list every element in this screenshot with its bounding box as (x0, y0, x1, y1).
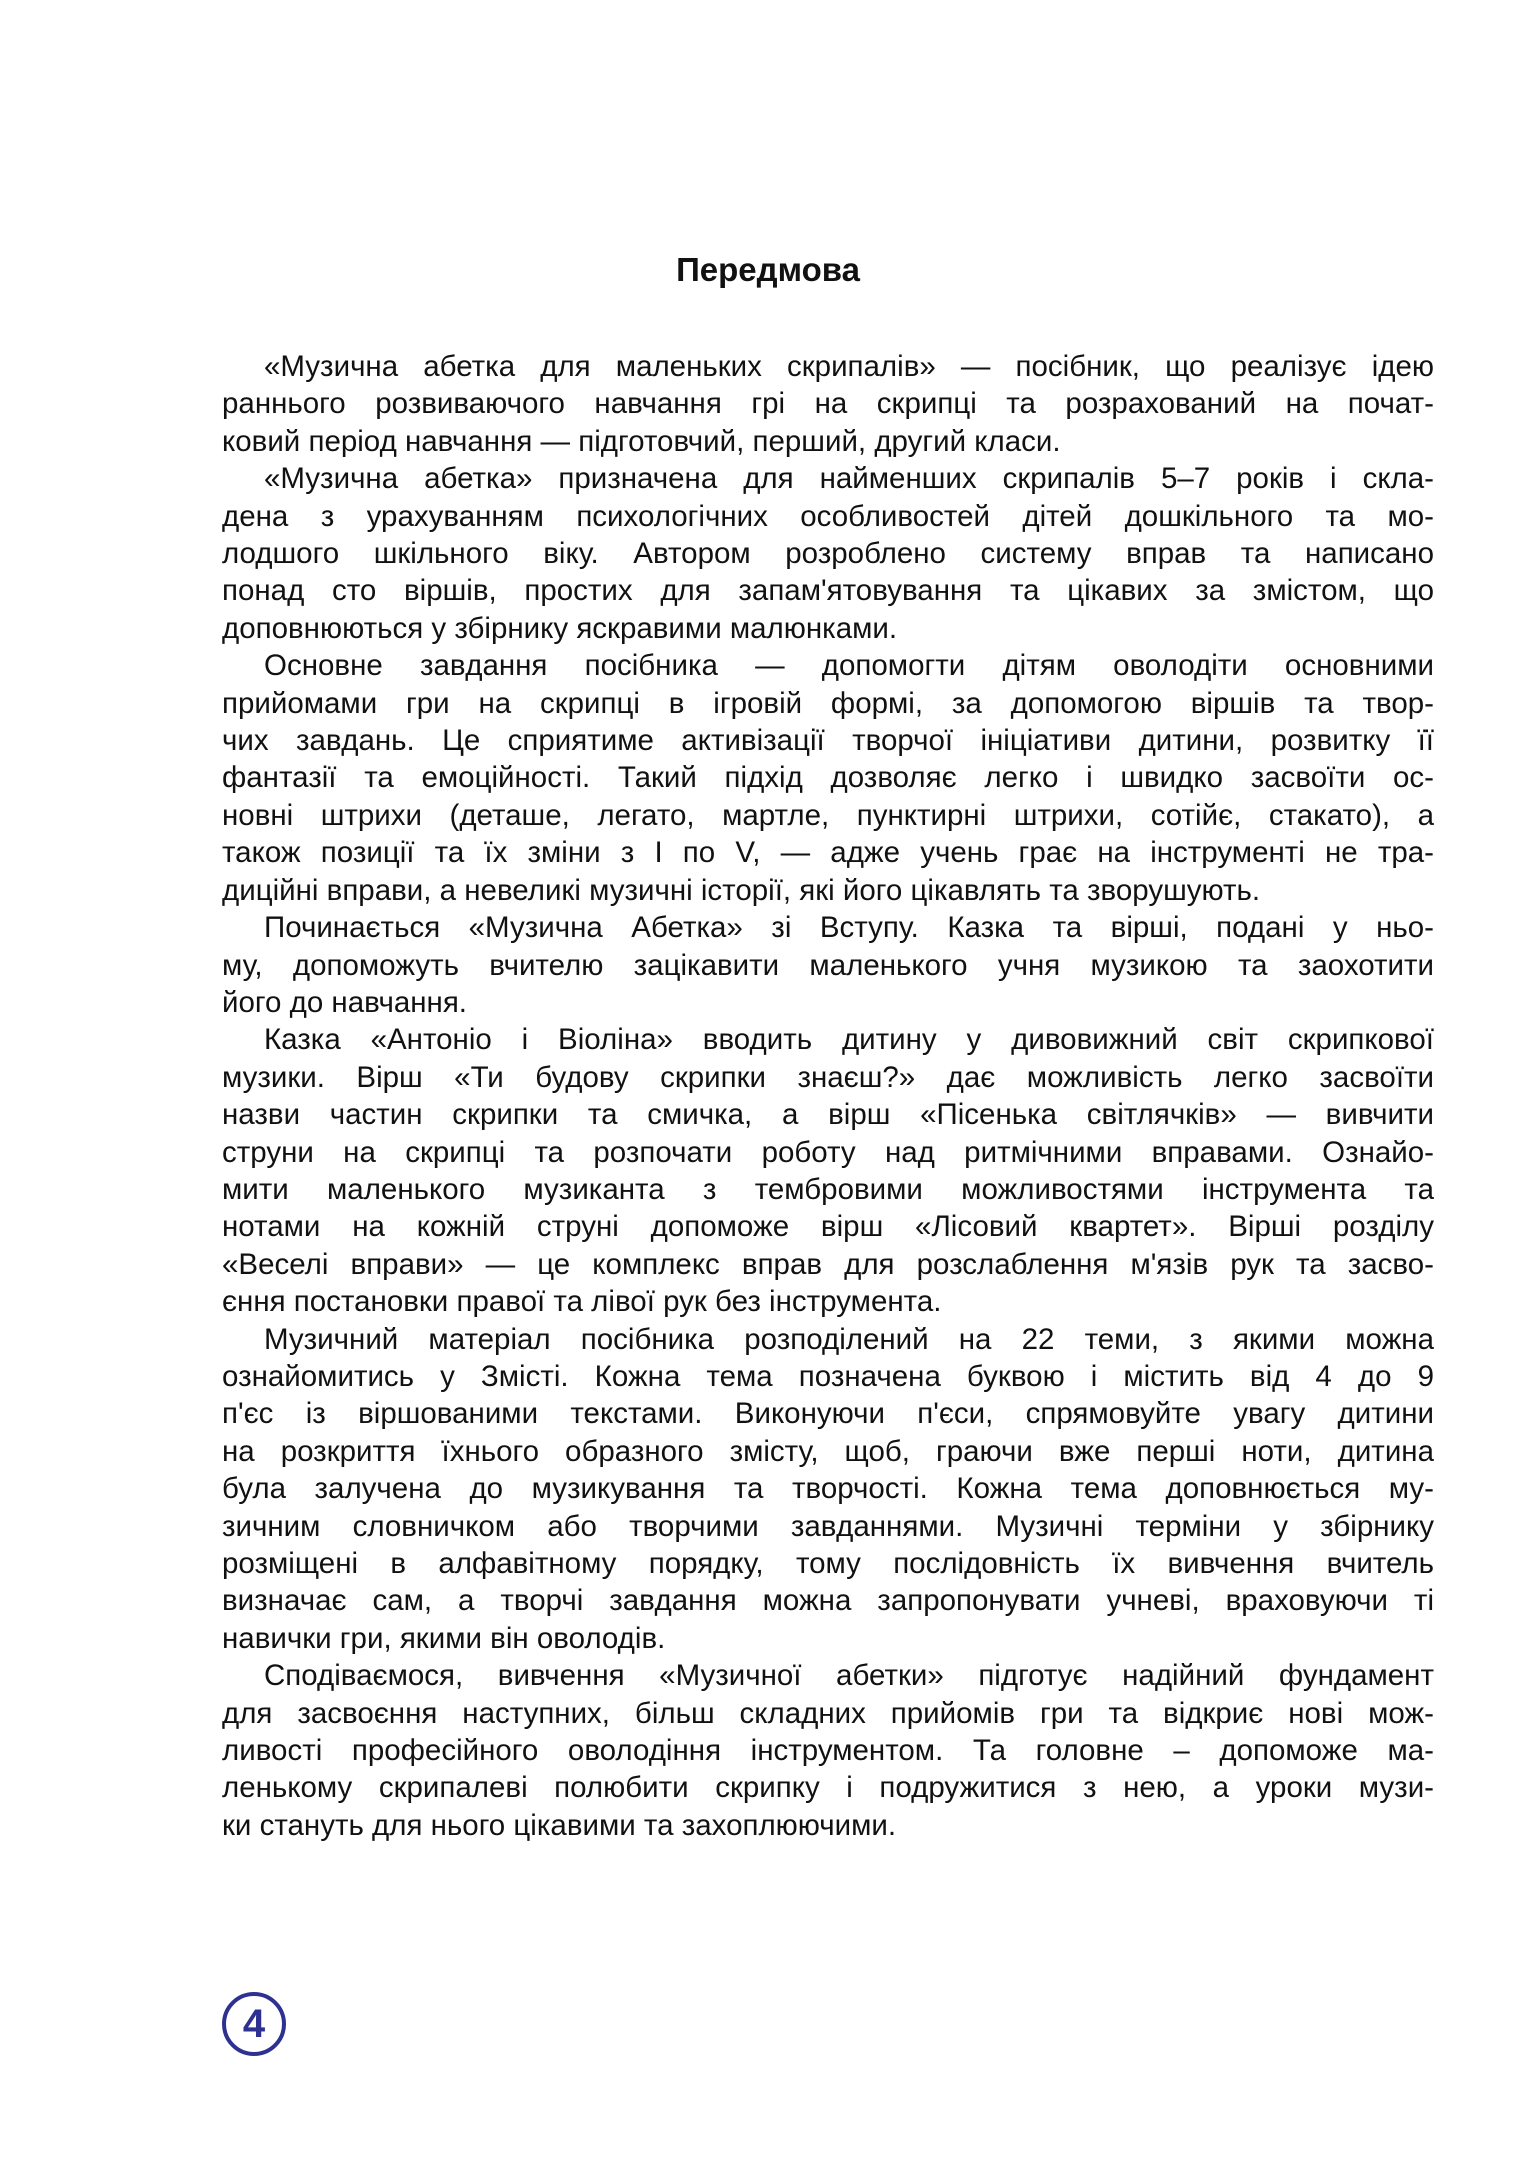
paragraph-line: навички гри, якими він оволодів. (222, 1621, 666, 1655)
paragraph-line: «Веселі вправи» — це комплекс вправ для розслаблення м'язів рук та засво- (222, 1247, 1434, 1281)
paragraph-line: струни на скрипці та розпочати роботу над ритмічними вправами. Ознайо- (222, 1135, 1434, 1169)
paragraph (222, 348, 1434, 460)
paragraph-line: диційні вправи, а невеликі музичні історії, які його цікавлять та зворушують. (222, 873, 1261, 907)
paragraph-line: «Музична абетка для маленьких скрипалів» — посібник, що реалізує ідею (264, 350, 1434, 383)
paragraph-line: п'єс із віршованими текстами. Виконуючи п'єси, спрямовуйте увагу дитини (222, 1397, 1434, 1431)
paragraph-line: Основне завдання посібника — допомогти дітям оволодіти основними (264, 649, 1434, 683)
paragraph-line: прийомами гри на скрипці в ігровій формі, за допомогою віршів та твор- (222, 686, 1434, 720)
paragraph-line: му, допоможуть вчителю зацікавити маленького учня музикою та заохотити (222, 948, 1434, 982)
paragraph (222, 1657, 1434, 1844)
preface-body (222, 348, 1434, 1844)
paragraph-line: також позиції та їх зміни з I по V, — адже учень грає на інструменті не тра- (222, 836, 1434, 870)
paragraph (222, 1321, 1434, 1658)
paragraph-line: чих завдань. Це сприятиме активізації творчої ініціативи дитини, розвитку її (222, 724, 1434, 758)
paragraph (222, 647, 1434, 909)
paragraph-line: нотами на кожній струні допоможе вірш «Лісовий квартет». Вірші розділу (222, 1210, 1434, 1244)
page-number: 4 (242, 2002, 266, 2046)
paragraph (222, 1021, 1434, 1320)
paragraph (222, 460, 1434, 647)
paragraph-line: «Музична абетка» призначена для найменших скрипалів 5–7 років і скла- (264, 462, 1434, 496)
paragraph-line: Музичний матеріал посібника розподілений на 22 теми, з якими можна (264, 1322, 1434, 1356)
paragraph-line: його до навчання. (222, 985, 467, 1019)
paragraph-line: назви частин скрипки та смичка, а вірш «Пісенька світлячків» — вивчити (222, 1098, 1434, 1132)
paragraph-line: розміщені в алфавітному порядку, тому послідовність їх вивчення вчитель (222, 1547, 1434, 1580)
paragraph-line: доповнюються у збірнику яскравими малюнками. (222, 611, 898, 645)
paragraph-line: дена з урахуванням психологічних особливостей дітей дошкільного та мо- (222, 499, 1434, 533)
page-title: Передмова (676, 251, 860, 289)
paragraph-line: визначає сам, а творчі завдання можна запропонувати учневі, враховуючи ті (222, 1584, 1434, 1618)
paragraph-line: Казка «Антоніо і Віоліна» вводить дитину у дивовижний світ скрипкової (264, 1023, 1434, 1057)
paragraph-line: на розкриття їхнього образного змісту, щоб, граючи вже перші ноти, дитина (222, 1434, 1434, 1468)
paragraph-line: ки стануть для нього цікавими та захоплюючими. (222, 1808, 897, 1842)
paragraph-line: для засвоєння наступних, більш складних прийомів гри та відкриє нові мож- (222, 1696, 1434, 1730)
paragraph (222, 909, 1434, 1021)
paragraph-line: ливості професійного оволодіння інструментом. Та головне – допоможе ма- (222, 1734, 1434, 1768)
paragraph-line: фантазії та емоційності. Такий підхід дозволяє легко і швидко засвоїти ос- (222, 761, 1434, 795)
paragraph-line: Починається «Музична Абетка» зі Вступу. Казка та вірші, подані у ньо- (264, 911, 1434, 945)
paragraph-line: ковий період навчання — підготовчий, перший, другий класи. (222, 424, 1061, 458)
paragraph-line: зичним словничком або творчими завданнями. Музичні терміни у збірнику (222, 1509, 1434, 1543)
page-number-badge (222, 1992, 286, 2056)
paragraph-line: єння постановки правої та лівої рук без інструмента. (222, 1285, 942, 1319)
paragraph-line: музики. Вірш «Ти будову скрипки знаєш?» дає можливість легко засвоїти (222, 1060, 1434, 1094)
paragraph-line: ознайомитись у Змісті. Кожна тема позначена буквою і містить від 4 до 9 (222, 1359, 1434, 1393)
paragraph-line: новні штрихи (деташе, легато, мартле, пунктирні штрихи, сотійє, стакато), а (222, 798, 1434, 832)
paragraph-line: Сподіваємося, вивчення «Музичної абетки» підготує надійний фундамент (264, 1659, 1434, 1693)
paragraph-line: понад сто віршів, простих для запам'ятовування та цікавих за змістом, що (222, 574, 1434, 608)
paragraph-line: мити маленького музиканта з тембровими можливостями інструмента та (222, 1172, 1434, 1206)
paragraph-line: лодшого шкільного віку. Автором розроблено систему вправ та написано (222, 537, 1434, 571)
paragraph-line: раннього розвиваючого навчання грі на скрипці та розрахований на почат- (222, 387, 1434, 421)
paragraph-line: була залучена до музикування та творчості. Кожна тема доповнюється му- (222, 1472, 1434, 1506)
paragraph-line: ленькому скрипалеві полюбити скрипку і подружитися з нею, а уроки музи- (222, 1771, 1434, 1805)
